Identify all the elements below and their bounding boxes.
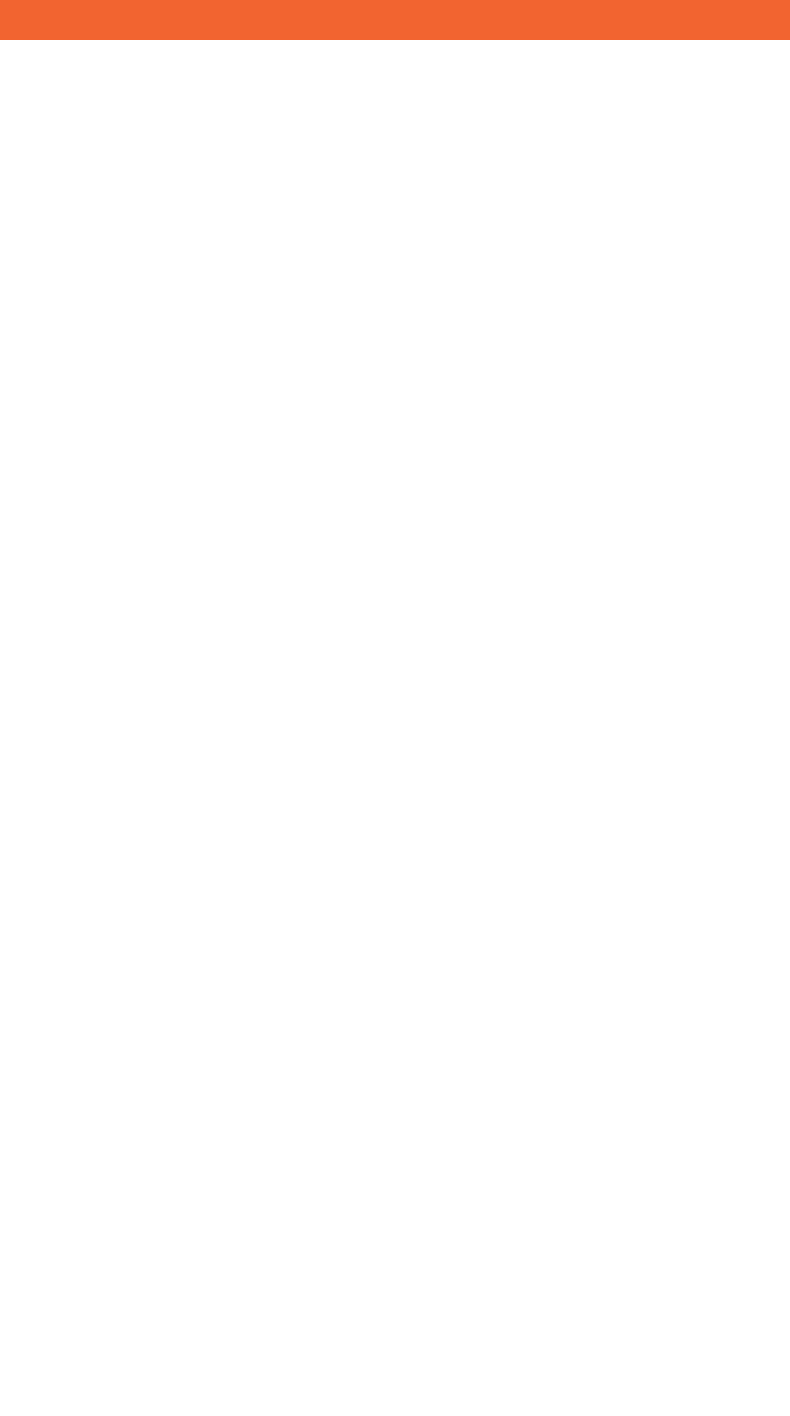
page-title: [0, 0, 790, 40]
watermark: [282, 670, 522, 760]
